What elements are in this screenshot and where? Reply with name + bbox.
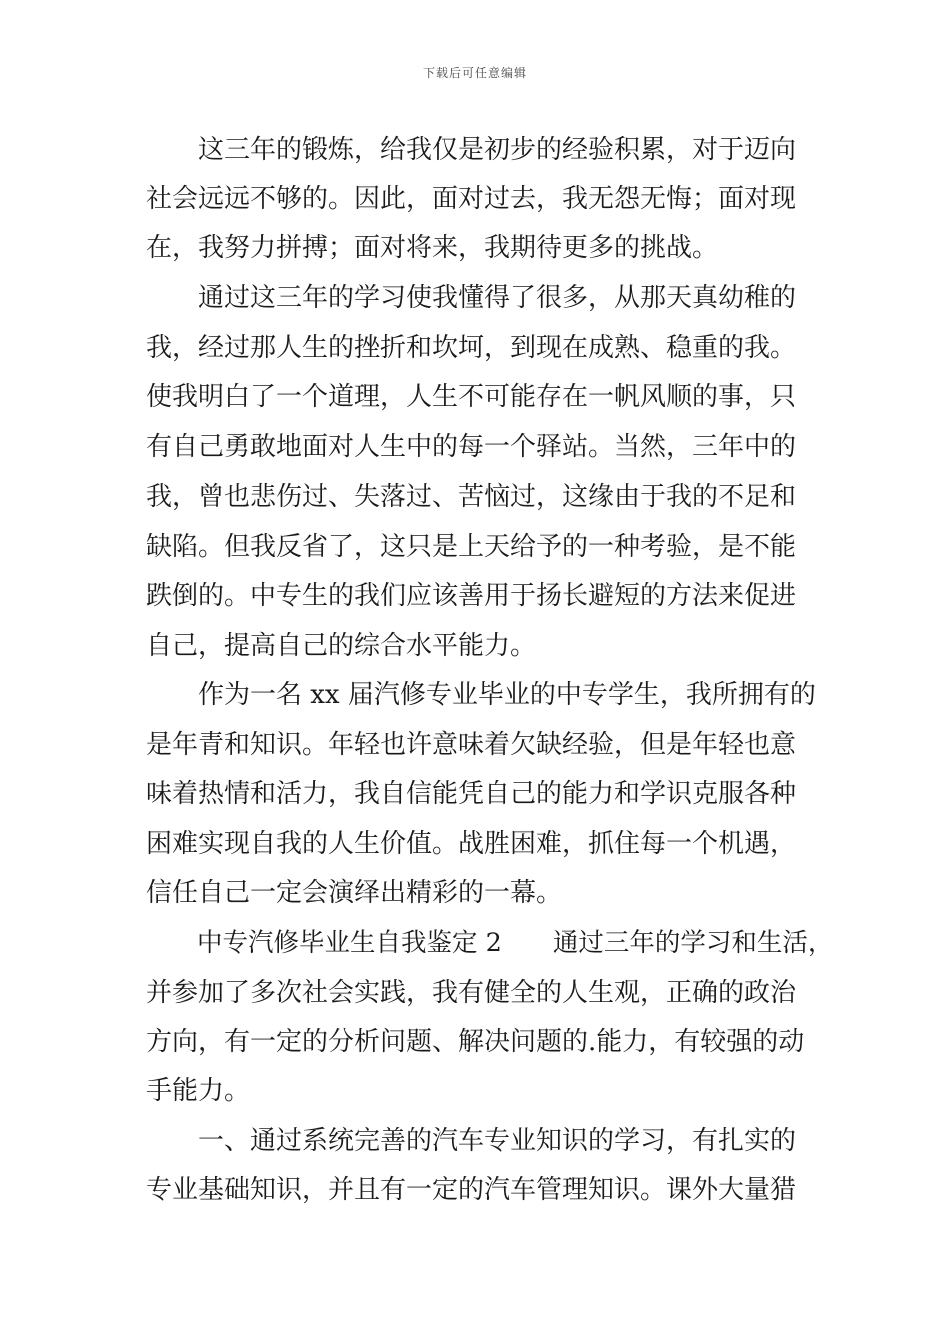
text-line: 跌倒的。中专生的我们应该善用于扬长避短的方法来促进 [146,581,797,611]
text-line: 作为一名 xx 届汽修专业毕业的中专学生，我所拥有的 [146,680,816,710]
text-line: 味着热情和活力，我自信能凭自己的能力和学识克服各种 [146,779,797,809]
text-line: 我，经过那人生的挫折和坎坷，到现在成熟、稳重的我。 [146,333,797,363]
text-line: 我，曾也悲伤过、失落过、苦恼过，这缘由于我的不足和 [146,482,797,512]
text-line: 社会远远不够的。因此，面对过去，我无怨无悔；面对现 [146,184,797,214]
text-line: 并参加了多次社会实践，我有健全的人生观，正确的政治 [146,978,797,1008]
text-line: 一、通过系统完善的汽车专业知识的学习，有扎实的 [146,1126,797,1156]
text-line: 通过这三年的学习使我懂得了很多，从那天真幼稚的 [146,283,797,313]
page-header: 下载后可任意编辑 [422,66,527,80]
text-line: 方向，有一定的分析问题、解决问题的.能力，有较强的动 [146,1027,805,1057]
text-line: 使我明白了一个道理，人生不可能存在一帆风顺的事，只 [146,382,797,412]
text-line: 有自己勇敢地面对人生中的每一个驿站。当然，三年中的 [146,432,797,462]
text-line: 专业基础知识，并且有一定的汽车管理知识。课外大量猎 [146,1175,797,1205]
text-line: 困难实现自我的人生价值。战胜困难，抓住每一个机遇， [146,829,797,859]
text-line: 手能力。 [146,1076,251,1106]
text-line: 这三年的锻炼，给我仅是初步的经验积累，对于迈向 [146,135,797,165]
text-line: 是年青和知识。年轻也许意味着欠缺经验，但是年轻也意 [146,730,797,760]
text-line: 信任自己一定会演绎出精彩的一幕。 [146,878,563,908]
text-line: 中专汽修毕业生自我鉴定 2 通过三年的学习和生活， [146,928,834,958]
text-line: 自己，提高自己的综合水平能力。 [146,631,537,661]
text-line: 缺陷。但我反省了，这只是上天给予的一种考验，是不能 [146,532,797,562]
text-line: 在，我努力拼搏；面对将来，我期待更多的挑战。 [146,233,719,263]
